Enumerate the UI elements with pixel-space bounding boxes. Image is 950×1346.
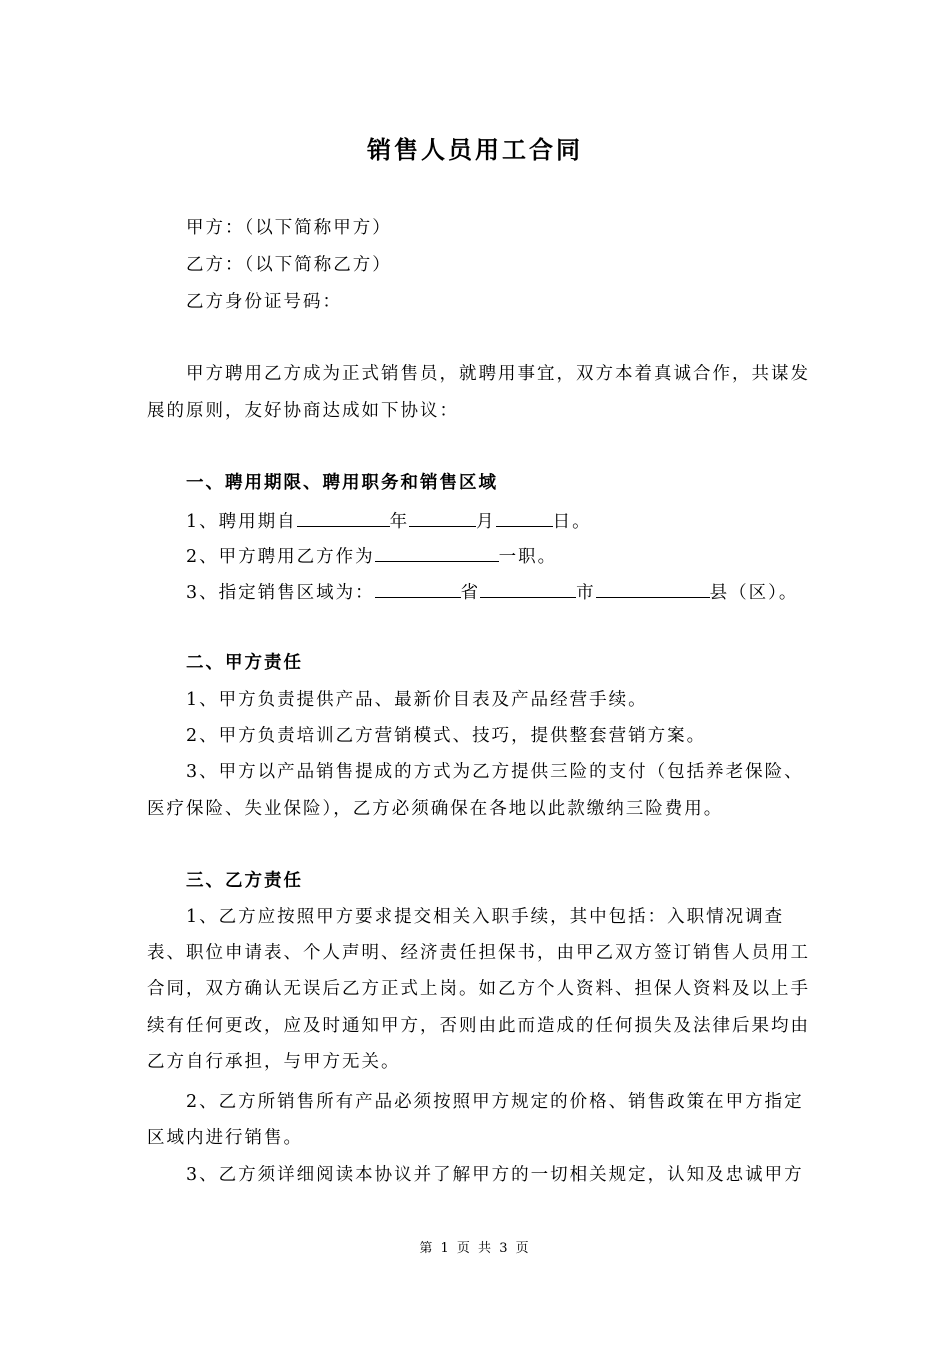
county-blank [596, 579, 710, 598]
intro-line-2: 展的原则，友好协商达成如下协议： [147, 401, 459, 421]
section-1-heading: 一、聘用期限、聘用职务和销售区域 [186, 473, 498, 493]
position-prefix: 2、甲方聘用乙方作为 [186, 547, 375, 567]
term-clause [186, 508, 846, 534]
section-2-heading: 二、甲方责任 [186, 653, 303, 673]
party-b-duty-2-line-1: 2、乙方所销售所有产品必须按照甲方规定的价格、销售政策在甲方指定 [186, 1092, 804, 1112]
year-blank [297, 508, 390, 527]
page-footer: 第 1 页 共 3 页 [419, 1241, 531, 1256]
document-title: 销售人员用工合同 [367, 135, 583, 164]
party-b-duty-2-line-2: 区域内进行销售。 [147, 1128, 303, 1148]
position-blank [375, 543, 499, 562]
position-suffix: 一职。 [498, 547, 558, 567]
year-label: 年 [389, 512, 410, 532]
region-clause [186, 579, 846, 605]
region-prefix: 3、指定销售区域为： [186, 583, 375, 603]
province-label: 省 [460, 583, 481, 603]
party-b-duty-1-line-3: 合同，双方确认无误后乙方正式上岗。如乙方个人资料、担保人资料及以上手 [147, 979, 810, 999]
city-blank [480, 579, 576, 598]
party-b-duty-1-line-5: 乙方自行承担，与甲方无关。 [147, 1052, 401, 1072]
party-b-duty-3-line-1: 3、乙方须详细阅读本协议并了解甲方的一切相关规定，认知及忠诚甲方 [186, 1165, 804, 1185]
section-3-heading: 三、乙方责任 [186, 871, 303, 891]
party-a-duty-3-line-1: 3、甲方以产品销售提成的方式为乙方提供三险的支付（包括养老保险、 [186, 762, 804, 782]
month-label: 月 [476, 512, 496, 532]
month-blank [409, 508, 476, 527]
intro-line-1: 甲方聘用乙方成为正式销售员，就聘用事宜，双方本着真诚合作，共谋发 [186, 364, 810, 384]
province-blank [375, 579, 461, 598]
party-a-duty-1: 1、甲方负责提供产品、最新价目表及产品经营手续。 [186, 690, 648, 710]
day-blank [496, 508, 553, 527]
party-b-id-line: 乙方身份证号码： [186, 292, 342, 312]
party-b-line: 乙方：（以下简称乙方） [186, 255, 392, 275]
term-prefix: 1、聘用期自 [186, 512, 297, 532]
city-label: 市 [576, 583, 596, 603]
party-b-duty-1-line-1: 1、乙方应按照甲方要求提交相关入职手续，其中包括：入职情况调查 [186, 907, 785, 927]
position-clause [186, 543, 846, 569]
party-b-duty-1-line-4: 续有任何更改，应及时通知甲方，否则由此而造成的任何损失及法律后果均由 [147, 1016, 810, 1036]
party-a-line: 甲方：（以下简称甲方） [186, 218, 392, 238]
day-label: 日。 [552, 512, 592, 532]
party-b-duty-1-line-2: 表、职位申请表、个人声明、经济责任担保书，由甲乙双方签订销售人员用工 [147, 943, 810, 963]
county-label: 县（区）。 [709, 583, 799, 603]
party-a-duty-2: 2、甲方负责培训乙方营销模式、技巧，提供整套营销方案。 [186, 726, 707, 746]
party-a-duty-3-line-2: 医疗保险、失业保险），乙方必须确保在各地以此款缴纳三险费用。 [147, 799, 724, 819]
